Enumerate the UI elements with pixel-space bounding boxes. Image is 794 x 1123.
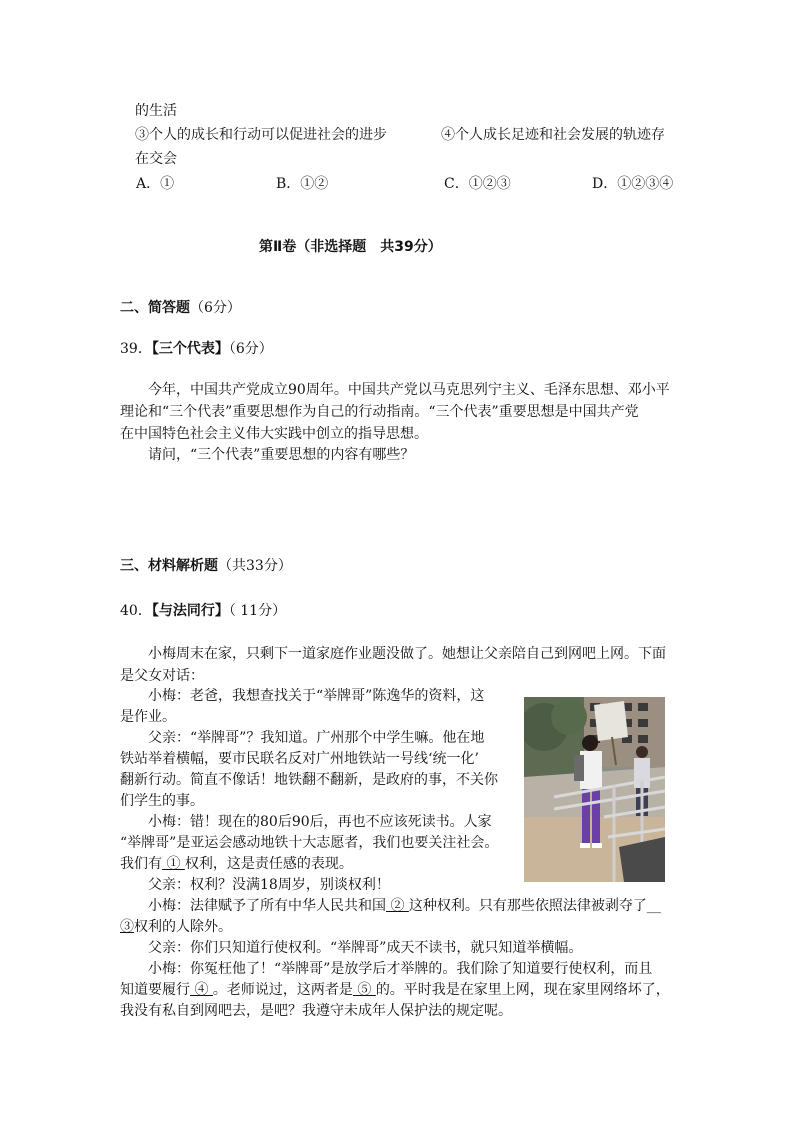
option-c: C．①②③ [444, 176, 511, 192]
text-run: 权利，这是责任感的表现。 [184, 856, 353, 872]
q40-dialogue-1-line-1: 小梅：老爸，我想查找关于“举牌哥”陈逸华的资料，这 [148, 688, 485, 704]
q40-intro-line-1: 小梅周末在家，只剩下一道家庭作业题没做了。她想让父亲陪自己到网吧上网。下面 [148, 646, 666, 662]
q39-question: 请问，“三个代表”重要思想的内容有哪些？ [148, 447, 415, 463]
student-protest-photo [524, 697, 665, 882]
q38-line-continuation: 的生活 [135, 103, 177, 119]
text-run: 小梅：法律赋予了所有中华人民共和国 [148, 898, 386, 914]
q40-tag: 【与法同行】 [151, 603, 229, 619]
q39-heading [120, 339, 273, 359]
q39-para-line-1: 今年，中国共产党成立90周年。中国共产党以马克思列宁主义、毛泽东思想、邓小平 [148, 382, 670, 398]
option-b: B．①② [276, 176, 329, 192]
q38-item-3: ③个人的成长和行动可以促进社会的进步 [135, 127, 387, 143]
text-run: 知道要履行 [120, 982, 190, 998]
q40-dialogue-7-line-1: 小梅：你冤枉他了！“举牌哥”是放学后才举牌的。我们除了知道要行使权利，而且 [148, 961, 653, 977]
photo-illustration [524, 697, 665, 882]
q40-dialogue-3-line-1: 小梅：错！现在的80后90后，再也不应该死读书。人家 [148, 814, 492, 830]
section3-heading [120, 556, 292, 576]
q40-heading [120, 601, 286, 621]
blank-4: ④ [190, 982, 213, 998]
blank-3: ③ [120, 919, 134, 935]
q40-dialogue-7-line-2 [120, 980, 670, 1000]
text-run: 。老师说过，这两者是 [212, 982, 353, 998]
q39-score: （6分） [228, 341, 273, 357]
q40-dialogue-1-line-2: 是作业。 [120, 709, 176, 725]
section3-heading-score: （共33分） [218, 558, 292, 574]
text-run: 这种权利。只有那些依照法律被剥夺了 [408, 898, 647, 914]
q40-dialogue-4: 父亲：权利？没满18周岁，别谈权利！ [148, 877, 390, 893]
q39-para-line-2: 理论和“三个代表”重要思想作为自己的行动指南。“三个代表”重要思想是中国共产党 [120, 404, 639, 420]
q40-dialogue-5-line-2 [120, 917, 232, 937]
blank-5: ⑤ [352, 982, 376, 998]
text-run: 权利的人除外。 [134, 919, 232, 935]
q39-number: 39． [120, 341, 152, 357]
text-run: 我们有 [120, 856, 162, 872]
q39-tag: 【三个代表】 [151, 341, 229, 357]
q40-dialogue-2-line-3: 翻新行动。简直不像话！地铁翻不翻新，是政府的事，不关你 [120, 772, 498, 788]
q40-intro-line-2: 是父女对话： [120, 668, 204, 684]
blank-3-lead: __ [646, 898, 661, 914]
q38-item-4-continuation: 在交会 [135, 151, 177, 167]
section2-heading [120, 298, 241, 318]
part2-title: 第Ⅱ卷（非选择题 共39分） [259, 239, 442, 255]
section2-heading-score: （6分） [190, 300, 241, 316]
q40-dialogue-2-line-1: 父亲：“举牌哥”？我知道。广州那个中学生嘛。他在地 [148, 730, 485, 746]
q40-dialogue-5-line-1 [148, 896, 661, 916]
blank-1: ① [162, 856, 185, 872]
q40-number: 40． [120, 603, 152, 619]
text-run: 的。平时我是在家里上网，现在家里网络坏了， [375, 982, 670, 998]
q40-dialogue-3-line-3 [120, 854, 353, 874]
q38-item-4: ④个人成长足迹和社会发展的轨迹存 [441, 127, 665, 143]
option-d: D．①②③④ [592, 176, 674, 192]
q39-para-line-3: 在中国特色社会主义伟大实践中创立的指导思想。 [120, 426, 428, 442]
section2-heading-title: 二、简答题 [120, 300, 190, 316]
q40-dialogue-6: 父亲：你们只知道行使权利。“举牌哥”成天不读书，就只知道举横幅。 [148, 940, 583, 956]
q40-dialogue-2-line-2: 铁站举着横幅，要市民联名反对广州地铁站一号线‘统一化’ [120, 751, 479, 767]
q40-dialogue-3-line-2: “举牌哥”是亚运会感动地铁十大志愿者，我们也要关注社会。 [120, 835, 499, 851]
q40-dialogue-2-line-4: 们学生的事。 [120, 793, 204, 809]
q40-dialogue-7-line-3: 我没有私自到网吧去，是吧？我遵守未成年人保护法的规定呢。 [120, 1003, 512, 1019]
section3-heading-title: 三、材料解析题 [120, 558, 218, 574]
option-a: A．① [136, 176, 175, 192]
blank-2: ② [386, 898, 409, 914]
q40-score: （ 11分） [228, 603, 287, 619]
